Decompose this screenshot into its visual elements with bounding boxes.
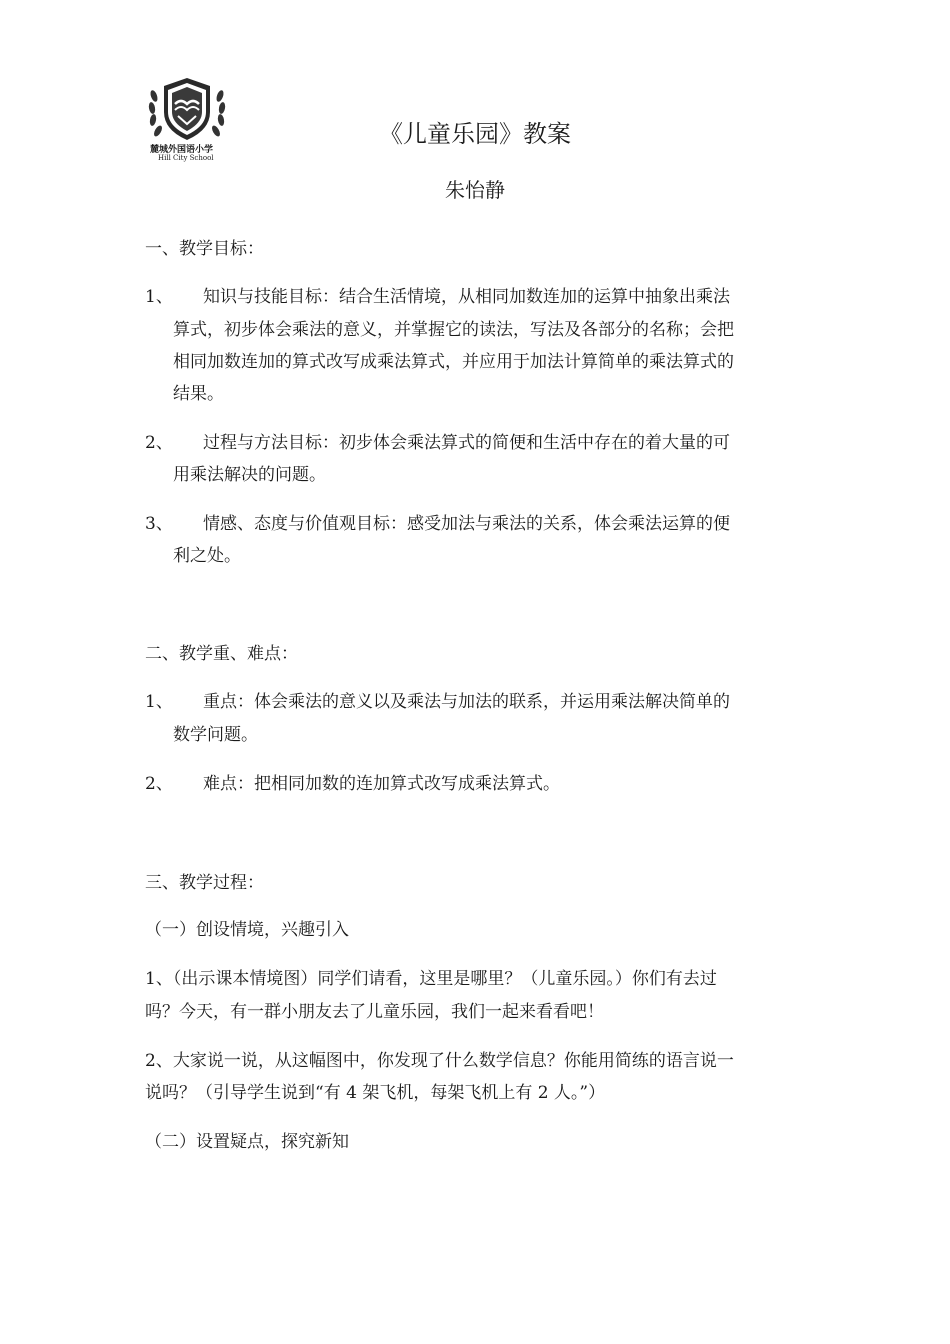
list-item-text: 难点：把相同加数的连加算式改写成乘法算式。: [203, 774, 560, 794]
list-item-text: 数学问题。: [173, 725, 258, 745]
subsection-heading: （一）创设情境，兴趣引入: [145, 920, 349, 940]
list-item-text: 知识与技能目标：结合生活情境，从相同加数连加的运算中抽象出乘法: [203, 287, 730, 307]
logo-school-name-cn: 麓城外国语小学: [150, 145, 214, 155]
list-number: 1、: [145, 692, 173, 712]
paragraph-line: 2、大家说一说，从这幅图中，你发现了什么数学信息？你能用简练的语言说一: [145, 1051, 734, 1071]
section-heading-key-points: 二、教学重、难点：: [145, 644, 298, 664]
list-item-text: 重点：体会乘法的意义以及乘法与加法的联系，并运用乘法解决简单的: [203, 692, 730, 712]
list-item-text: 过程与方法目标：初步体会乘法算式的简便和生活中存在的着大量的可: [203, 433, 730, 453]
logo-school-name-en: Hill City School: [158, 154, 214, 162]
list-item-text: 算式，初步体会乘法的意义，并掌握它的读法，写法及各部分的名称；会把: [173, 320, 734, 340]
section-heading-objectives: 一、教学目标：: [145, 239, 264, 259]
paragraph-line: 吗？今天，有一群小朋友去了儿童乐园，我们一起来看看吧！: [145, 1002, 604, 1022]
list-number: 3、: [145, 514, 173, 534]
list-item-text: 相同加数连加的算式改写成乘法算式，并应用于加法计算简单的乘法算式的: [173, 352, 734, 372]
subsection-heading: （二）设置疑点，探究新知: [145, 1132, 349, 1152]
section-heading-process: 三、教学过程：: [145, 873, 264, 893]
document-author: 朱怡静: [445, 178, 505, 202]
paragraph-line: 说吗？（引导学生说到“有 4 架飞机，每架飞机上有 2 人。”）: [145, 1083, 606, 1103]
paragraph-line: 1、（出示课本情境图）同学们请看，这里是哪里？（儿童乐园。）你们有去过: [145, 969, 717, 989]
list-item-text: 结果。: [173, 384, 224, 404]
list-item-text: 用乘法解决的问题。: [173, 465, 326, 485]
list-item-text: 利之处。: [173, 546, 241, 566]
list-number: 2、: [145, 433, 173, 453]
list-number: 1、: [145, 287, 173, 307]
list-number: 2、: [145, 774, 173, 794]
document-title: 《儿童乐园》教案: [379, 120, 571, 148]
list-item-text: 情感、态度与价值观目标：感受加法与乘法的关系，体会乘法运算的便: [203, 514, 730, 534]
